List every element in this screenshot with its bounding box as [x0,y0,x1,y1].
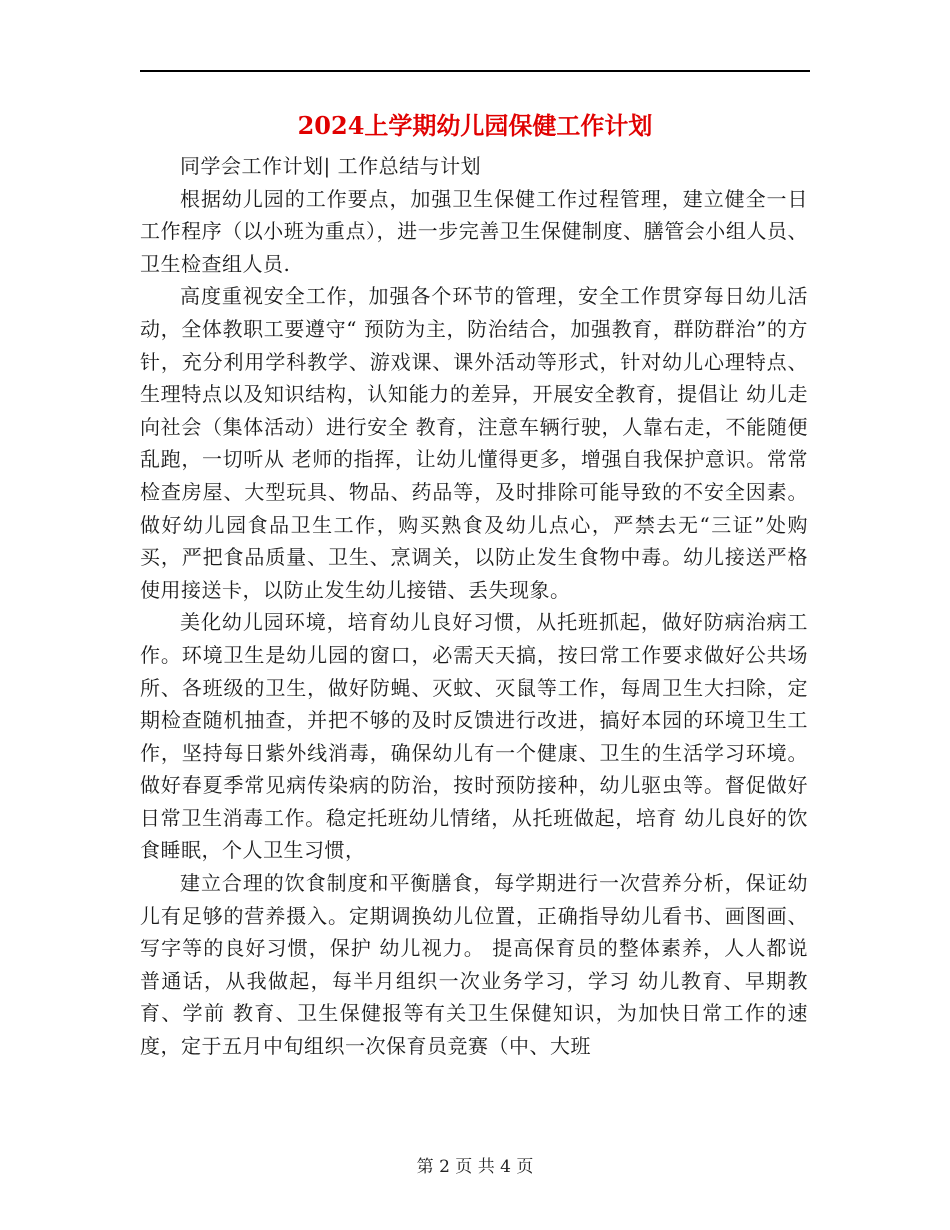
paragraph-environment: 美化幼儿园环境，培育幼儿良好习惯，从托班抓起，做好防病治病工作。环境卫生是幼儿园的窗口，必需天天搞，按曰常工作要求做好公共场所、各班级的卫生，做好防蝇、灭蚊、灭鼠等工作，每周卫生大扫除，定期检查随机抽查，并把不够的及时反馈进行改进，搞好本园的环境卫生工作，坚持每日紫外线消毒，确保幼儿有一个健康、卫生的生活学习环境。做好春夏季常见病传染病的防治，按时预防接种，幼儿驱虫等。督促做好日常卫生消毒工作。稳定托班幼儿情绪，从托班做起，培育 幼儿良好的饮食睡眠，个人卫生习惯， [140,610,808,863]
paragraph-intro: 根据幼儿园的工作要点，加强卫生保健工作过程管理，建立健全一日工作程序（以小班为重点），进一步完善卫生保健制度、膳管会小组人员、卫生检查组人员. [140,186,808,276]
page-number: 第 2 页 共 4 页 [416,1157,534,1177]
paragraph-nutrition: 建立合理的饮食制度和平衡膳食，每学期进行一次营养分析，保证幼儿有足够的营养摄入。定期调换幼儿位置，正确指导幼儿看书、画图画、写字等的良好习惯，保护 幼儿视力。 提高保育员的整体素养，人人都说普通话，从我做起，每半月组织一次业务学习，学习 幼儿教育、早期教育、学前 教育、卫生保健报等有关卫生保健知识，为加快日常工作的速度，定于五月中旬组织一次保育员竞赛（中、大班 [140,871,808,1059]
paragraph-safety: 高度重视安全工作，加强各个环节的管理，安全工作贯穿每日幼儿活动，全体教职工要遵守“ 预防为主，防治结合，加强教育，群防群治”的方针，充分利用学科教学、游戏课、课外活动等形式，针对幼儿心理特点、生理特点以及知识结构，认知能力的差异，开展安全教育，提倡让 幼儿走向社会（集体活动）进行安全 教育，注意车辆行驶，人靠右走，不能随便乱跑，一切听从 老师的指挥，让幼儿懂得更多，增强自我保护意识。常常检查房屋、大型玩具、物品、药品等，及时排除可能导致的不安全因素。做好幼儿园食品卫生工作，购买熟食及幼儿点心，严禁去无“三证”处购买，严把食品质量、卫生、烹调关，以防止发生食物中毒。幼儿接送严格使用接送卡，以防止发生幼儿接错、丢失现象。 [140,284,808,602]
document-body [140,150,808,1063]
paragraph-subtitle: 同学会工作计划| 工作总结与计划 [180,154,482,178]
document-title: 2024上学期幼儿园保健工作计划 [297,111,653,140]
header-rule [140,70,810,72]
